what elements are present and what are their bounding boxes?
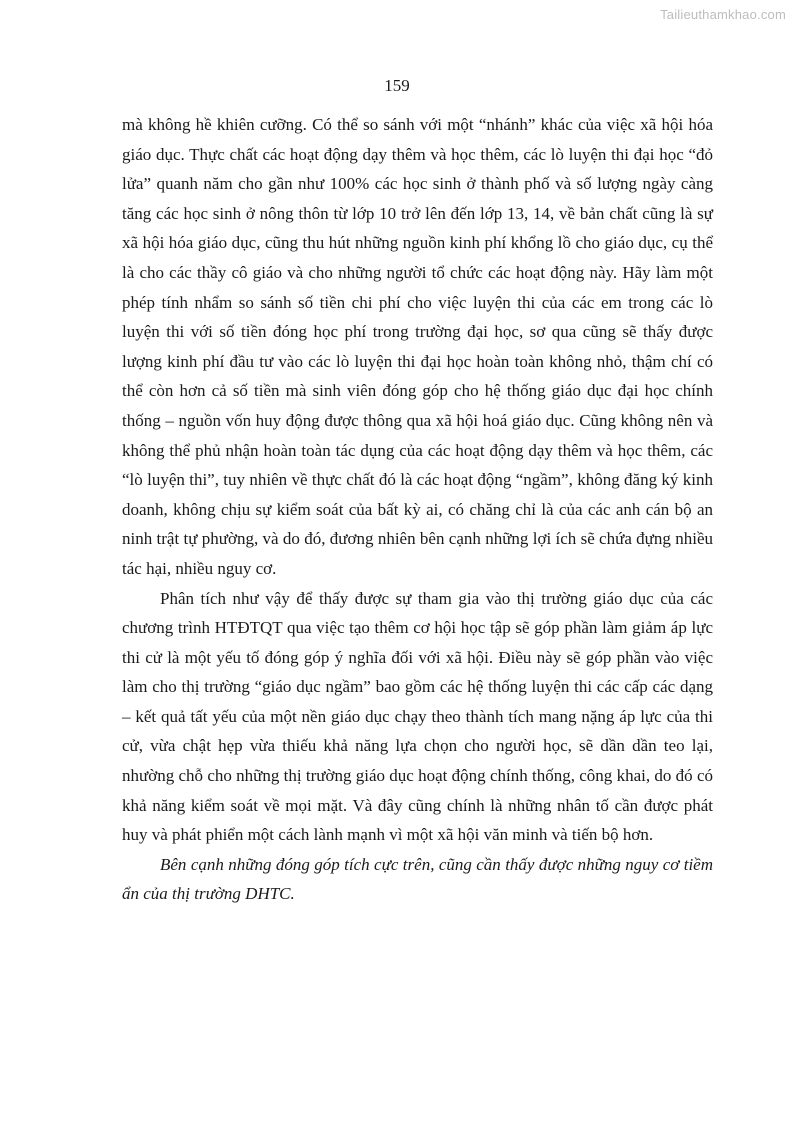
page-number: 159	[384, 76, 410, 95]
italic-paragraph: Bên cạnh những đóng góp tích cực trên, cũng cần thấy được những nguy cơ tiềm ẩn của thị trường DHTC.	[122, 854, 713, 904]
body-text	[122, 110, 713, 909]
paragraph: mà không hề khiên cưỡng. Có thể so sánh với một “nhánh” khác của việc xã hội hóa giáo dục. Thực chất các hoạt động dạy thêm và học thêm, các lò luyện thi đại học “đỏ lửa” quanh năm cho gần như 100% các học sinh ở thành phố và số lượng ngày càng tăng các học sinh ở nông thôn từ lớp 10 trở lên đến lớp 13, 14, về bản chất cũng là sự xã hội hóa giáo dục, cũng thu hút những nguồn kinh phí khổng lồ cho giáo dục, cụ thể là cho các thầy cô giáo và cho những người tổ chức các hoạt động này. Hãy làm một phép tính nhẩm so sánh số tiền chi phí cho việc luyện thi của các em trong các lò luyện thi với số tiền đóng học phí trong trường đại học, sơ qua cũng sẽ thấy được lượng kinh phí đầu tư vào các lò luyện thi đại học hoàn toàn không nhỏ, thậm chí có thể còn hơn cả số tiền mà sinh viên đóng góp cho hệ thống giáo dục đại học chính thống – nguồn vốn huy động được thông qua xã hội hoá giáo dục. Cũng không nên và không thể phủ nhận hoàn toàn tác dụng của các hoạt động dạy thêm và học thêm, các “lò luyện thi”, tuy nhiên về thực chất đó là các hoạt động “ngầm”, không đăng ký kinh doanh, không chịu sự kiểm soát của bất kỳ ai, có chăng chỉ là của các anh cán bộ an ninh trật tự phường, và do đó, đương nhiên bên cạnh những lợi ích sẽ chứa đựng nhiều tác hại, nhiều nguy cơ.	[122, 115, 713, 578]
watermark: Tailieuthamkhao.com	[660, 7, 786, 22]
paragraph: Phân tích như vậy để thấy được sự tham gia vào thị trường giáo dục của các chương trình HTĐTQT qua việc tạo thêm cơ hội học tập sẽ góp phần làm giảm áp lực thi cử là một yếu tố đóng góp ý nghĩa đối với xã hội. Điều này sẽ góp phần vào việc làm cho thị trường “giáo dục ngầm” bao gồm các hệ thống luyện thi các cấp các dạng – kết quả tất yếu của một nền giáo dục chạy theo thành tích mang nặng áp lực của thi cử, vừa chật hẹp vừa thiếu khả năng lựa chọn cho người học, sẽ dần dần teo lại, nhường chỗ cho những thị trường giáo dục hoạt động chính thống, công khai, do đó có khả năng kiểm soát về mọi mặt. Và đây cũng chính là những nhân tố cần được phát huy và phát phiển một cách lành mạnh vì một xã hội văn minh và tiến bộ hơn.	[122, 588, 713, 845]
